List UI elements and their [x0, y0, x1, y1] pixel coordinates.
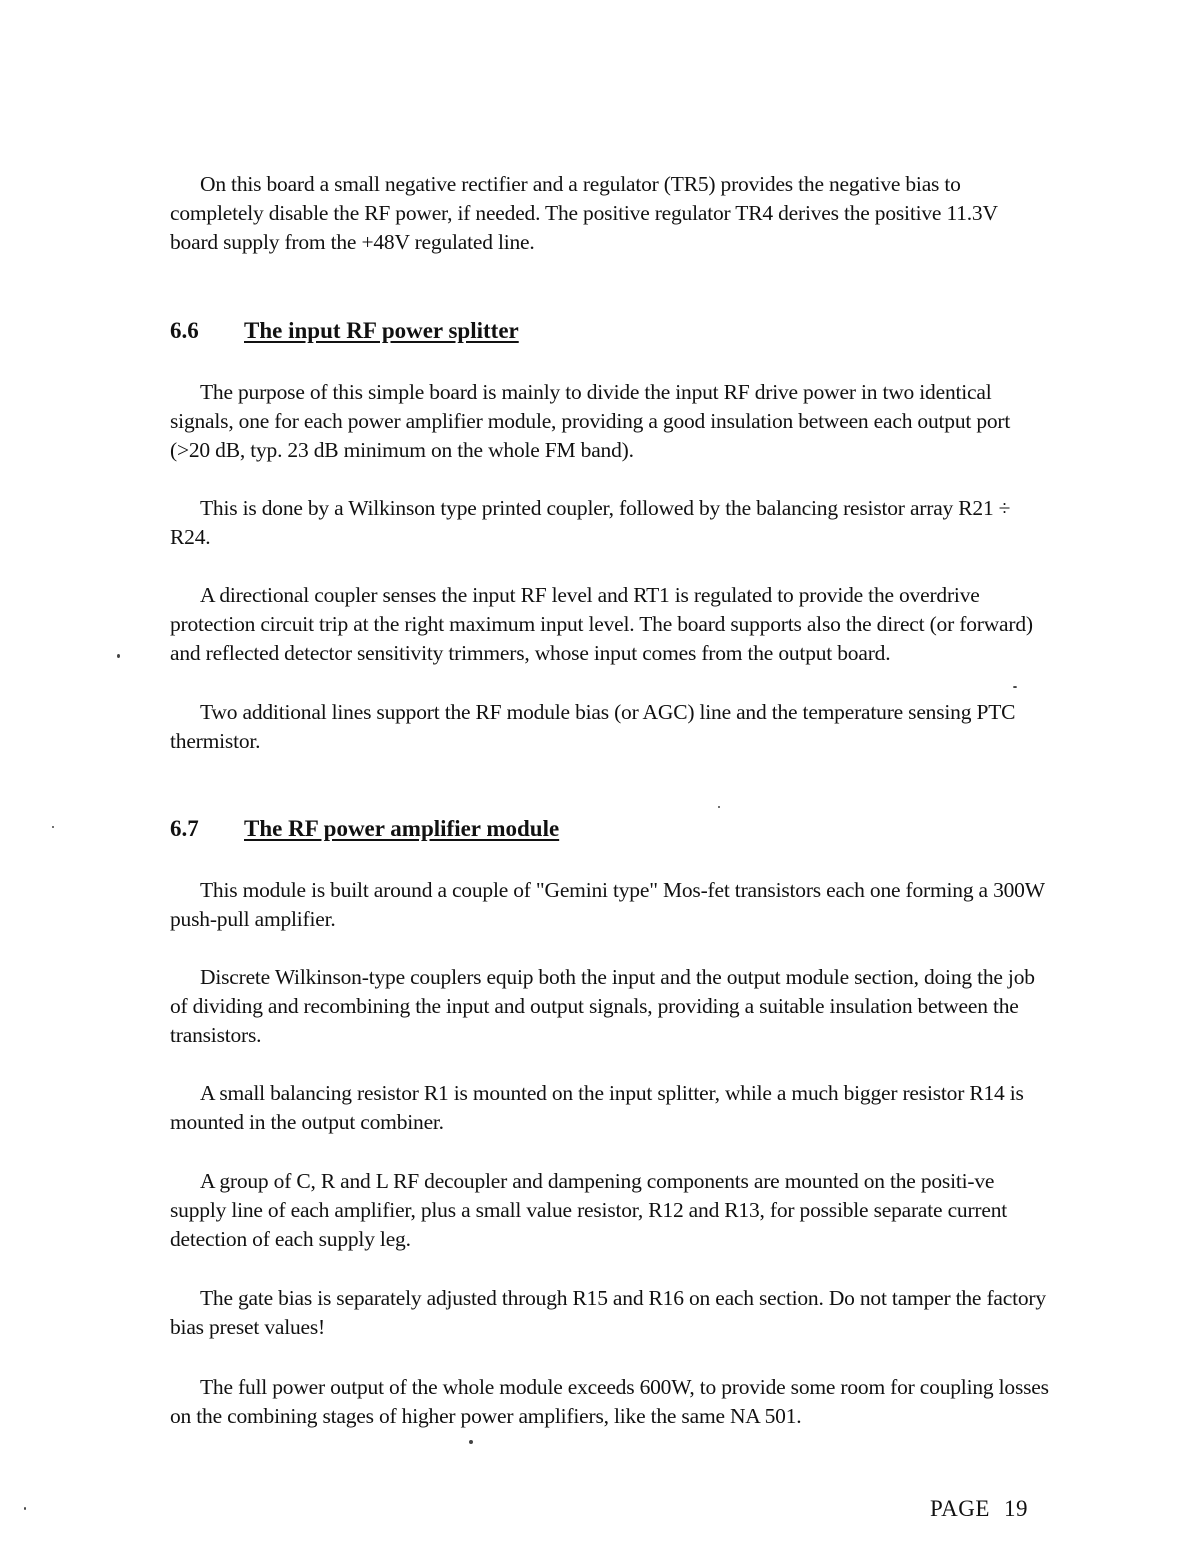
section-heading-6-7: [170, 814, 559, 844]
page-footer: [930, 1496, 1028, 1522]
scan-speck: [718, 806, 720, 808]
page-label: PAGE: [930, 1496, 990, 1521]
scan-speck: [469, 1440, 473, 1444]
paragraph-6-7-1: This module is built around a couple of "Gemini type" Mos-fet transistors each one forming a 300W push-pull amplifier.: [170, 878, 1045, 931]
paragraph-6-6-4: Two additional lines support the RF module bias (or AGC) line and the temperature sensing PTC thermistor.: [170, 700, 1016, 753]
scan-speck: [24, 1507, 26, 1510]
paragraph-6-6-3: A directional coupler senses the input RF level and RT1 is regulated to provide the overdrive protection circuit trip at the right maximum input level. The board supports also the direct (or forward) and reflected detector sensitivity trimmers, whose input comes from the output board.: [170, 583, 1033, 665]
scan-speck: [117, 654, 120, 658]
paragraph-6-7-5: The gate bias is separately adjusted through R15 and R16 on each section. Do not tamper the factory bias preset values!: [170, 1286, 1046, 1339]
section-heading-6-6: [170, 316, 519, 346]
scan-speck: [1013, 686, 1017, 688]
scan-speck: [52, 826, 54, 828]
paragraph-6-6-1: The purpose of this simple board is mainly to divide the input RF drive power in two identical signals, one for each power amplifier module, providing a good insulation between each output port (>20 dB, typ. 23 dB minimum on the whole FM band).: [170, 380, 1011, 462]
section-number: 6.7: [170, 816, 199, 841]
paragraph-6-7-2: Discrete Wilkinson-type couplers equip both the input and the output module section, doing the job of dividing and recombining the input and output signals, providing a suitable insulation between the transistors.: [170, 965, 1035, 1047]
paragraph-6-7-3: A small balancing resistor R1 is mounted on the input splitter, while a much bigger resistor R14 is mounted in the output combiner.: [170, 1081, 1024, 1134]
intro-paragraph: On this board a small negative rectifier and a regulator (TR5) provides the negative bias to completely disable the RF power, if needed. The positive regulator TR4 derives the positive 11.3V board supply from the +48V regulated line.: [170, 172, 998, 254]
page-number: 19: [1003, 1496, 1028, 1521]
paragraph-6-7-6: The full power output of the whole module exceeds 600W, to provide some room for coupling losses on the combining stages of higher power amplifiers, like the same NA 501.: [170, 1375, 1049, 1428]
paragraph-6-7-4: A group of C, R and L RF decoupler and dampening components are mounted on the positi-ve supply line of each amplifier, plus a small value resistor, R12 and R13, for possible separate current detection of each supply leg.: [170, 1169, 1008, 1251]
section-number: 6.6: [170, 318, 199, 343]
paragraph-6-6-2: This is done by a Wilkinson type printed coupler, followed by the balancing resistor array R21 ÷ R24.: [170, 496, 1011, 549]
section-title: The RF power amplifier module: [244, 816, 560, 841]
section-title: The input RF power splitter: [244, 318, 519, 343]
